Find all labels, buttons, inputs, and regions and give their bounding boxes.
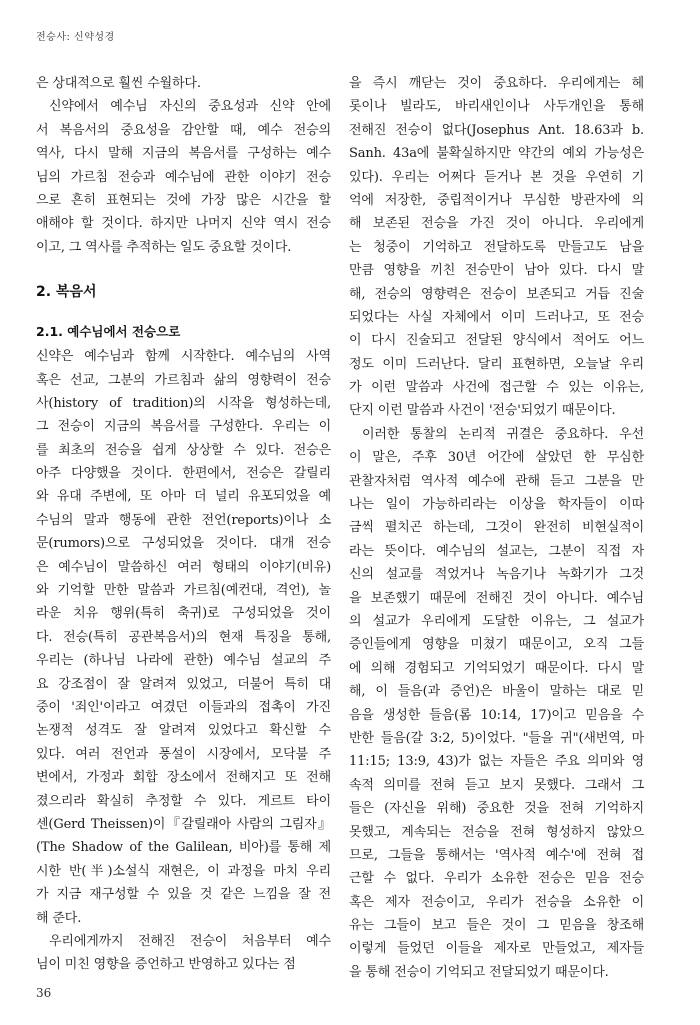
text-line: 시한 반(半)소설식 재현은, 이 과정을 마치 우리 (36, 863, 331, 879)
text-line: 음을 생성한 들음(롬 10:14, 17)이고 믿음을 수 (349, 707, 644, 723)
text-line: 그 전승이 지금의 복음서를 구성한다. 우리는 이 (36, 419, 331, 435)
text-line: 나는 일이 가능하리라는 이상을 학자들이 이따 (349, 497, 644, 513)
text-line: 의 설교가 우리에게 도달한 이유는, 그 설교가 (349, 613, 644, 629)
text-line: 센(Gerd Theissen)이『갈릴래아 사람의 그림자』 (36, 816, 331, 832)
text-line: 이고, 그 역사를 추적하는 일도 중요할 것이다. (36, 239, 292, 255)
text-line: 님이 미친 영향을 증언하고 반영하고 있다는 점 (36, 957, 296, 973)
page-number: 36 (36, 986, 52, 1000)
text-line: 해 보존된 전승을 가진 것이 아니다. 우리에게 (349, 216, 644, 232)
text-line: 와 기억할 만한 말씀과 가르침(예컨대, 격언), 놀 (36, 583, 331, 599)
text-line: 변에서, 가정과 회합 장소에서 전해지고 또 전해 (36, 770, 331, 786)
text-line: 는 청중이 기억하고 전달하도록 만들고도 남을 (349, 239, 644, 255)
text-line: 해, 이 들음(과 증언)은 바울이 말하는 대로 믿 (349, 684, 644, 700)
text-line: 신약에서 예수님 자신의 중요성과 신약 안에 (49, 99, 331, 115)
text-line: 을 보존했기 때문에 전해진 것이 아니다. 예수님 (349, 590, 644, 606)
text-line: 라는 뜻이다. 예수님의 설교는, 그분이 직접 자 (349, 543, 644, 559)
text-line: 을 통해 전승이 기억되고 전달되었기 때문이다. (349, 964, 609, 980)
text-line: 신약은 예수님과 함께 시작한다. 예수님의 사역 (36, 349, 331, 365)
right-paragraphs (349, 72, 644, 984)
text-line: 되었다는 사실 자체에서 이미 드러나고, 또 전승 (349, 309, 644, 325)
text-line: 정도 이미 드러난다. 달리 표현하면, 오늘날 우리 (349, 356, 644, 372)
text-line: 전해진 전승이 없다(Josephus Ant. 18.63과 b. (349, 122, 644, 138)
text-line: 에 의해 경험되고 기억되었기 때문이다. 다시 말 (349, 660, 644, 676)
text-line: 애해야 할 것이다. 하지만 나머지 신약 역시 전승 (36, 216, 331, 232)
text-line: 관찰자처럼 역사적 예수에 관해 듣고 그분을 만 (349, 473, 644, 489)
text-line: 있다). 우리는 어쩌다 듣거나 본 것을 우연히 기 (349, 169, 644, 185)
text-line: 가 지금 재구성할 수 있을 것 같은 느낌을 잘 전 (36, 887, 331, 903)
body-paragraphs (36, 345, 331, 977)
right-column (349, 72, 644, 984)
text-line: 이러한 통찰의 논리적 귀결은 중요하다. 우선 (362, 426, 644, 442)
text-line: 다. 전승(특히 공관복음서)의 현재 특징을 통해, (36, 629, 331, 645)
text-line: 속적 의미를 전혀 듣고 보지 못했다. 그래서 그 (349, 777, 644, 793)
text-line: 증인들에게 영향을 미쳤기 때문이고, 오직 그들 (349, 637, 644, 653)
text-line: 우리에게까지 전해진 전승이 처음부터 예수 (49, 933, 331, 949)
text-line: 유는 그들이 보고 들은 것이 그 믿음을 창조해 (349, 918, 644, 934)
text-line: 이렇게 들었던 이들을 제자로 만들었고, 제자들 (349, 941, 644, 957)
text-line: 혹은 선교, 그분의 가르침과 삶의 영향력이 전승 (36, 372, 331, 388)
text-line: 문(rumors)으로 구성되었을 것이다. 대개 전승 (36, 536, 331, 552)
text-line: 해, 전승의 영향력은 전승이 보존되고 거듭 진술 (349, 286, 644, 302)
text-line: 서 복음서의 중요성을 감안할 때, 예수 전승의 (36, 122, 331, 138)
text-line: 롯이나 빌라도, 바리새인이나 사두개인을 통해 (349, 99, 644, 115)
text-line: 므로, 그들을 통해서는 '역사적 예수'에 전혀 접 (349, 847, 644, 863)
sub-heading: 2.1. 예수님에서 전승으로 (36, 324, 181, 340)
text-line: 못했고, 계속되는 전승을 전혀 형성하지 않았으 (349, 824, 644, 840)
section-heading: 2. 복음서 (36, 284, 97, 301)
text-line: 논쟁적 성격도 잘 알려져 있었다고 확신할 수 (36, 723, 331, 739)
text-line: 님의 가르침 전승과 예수님에 관한 이야기 전승 (36, 169, 331, 185)
text-line: 혹은 제자 전승이고, 우리가 전승을 소유한 이 (349, 894, 644, 910)
text-line: 억에 저장한, 중립적이거나 무심한 방관자에 의 (349, 192, 644, 208)
text-line: 와 유대 주변에, 또 아마 더 널리 유포되었을 예 (36, 489, 331, 505)
text-line: 은 상대적으로 훨씬 수월하다. (36, 76, 201, 91)
text-line: 우리는 (하나님 나라에 관한) 예수님 설교의 주 (36, 653, 331, 669)
text-line: 반한 들음(갈 3:2, 5)이었다. "들을 귀"(새번역, 마 (349, 730, 644, 746)
text-line: 만큼 영향을 끼친 전승만이 남아 있다. 다시 말 (349, 263, 644, 279)
text-line: 있다. 여러 전언과 풍설이 시장에서, 모닥불 주 (36, 746, 331, 762)
text-line: 을 즉시 깨닫는 것이 중요하다. 우리에게는 헤 (349, 76, 644, 91)
text-line: 아주 다양했을 것이다. 한편에서, 전승은 갈릴리 (36, 466, 331, 482)
left-column (36, 72, 331, 977)
text-line: Sanh. 43a에 불확실하지만 약간의 예외 가능성은 (349, 146, 644, 162)
text-line: 11:15; 13:9, 43)가 없는 자들은 주요 의미와 영 (349, 754, 644, 770)
text-line: 들은 (자신을 위해) 중요한 것을 전혀 기억하지 (349, 801, 644, 817)
text-line: 해 준다. (36, 910, 82, 926)
text-line: 역사, 다시 말해 지금의 복음서를 구성하는 예수 (36, 146, 331, 162)
text-line: 중이 '죄인'이라고 여겼던 이들과의 접촉이 가진 (36, 699, 331, 715)
text-line: 근할 수 없다. 우리가 소유한 전승은 믿음 전승 (349, 871, 644, 887)
text-line: 사(history of tradition)의 시작을 형성하는데, (36, 395, 331, 411)
text-line: 으로 흔히 표현되는 것에 가장 많은 시간을 할 (36, 192, 331, 208)
text-line: 수님의 말과 행동에 관한 전언(reports)이나 소 (36, 512, 331, 528)
text-line: 단지 이런 말씀과 사건이 '전승'되었기 때문이다. (349, 403, 616, 419)
text-line: 이 다시 진술되고 전달된 양식에서 적어도 어느 (349, 333, 644, 349)
running-header: 전승사: 신약성경 (36, 32, 115, 43)
text-line: 라운 치유 행위(특히 축귀)로 구성되었을 것이 (36, 606, 331, 622)
text-line: 가 이런 말씀과 사건에 접근할 수 있는 이유는, (349, 380, 644, 396)
text-line: 신의 설교를 적었거나 녹음기나 녹화기가 그것 (349, 567, 644, 583)
text-line: 은 예수님이 말씀하신 여러 형태의 이야기(비유) (36, 559, 331, 575)
text-line: 이 말은, 주후 30년 어간에 살았던 한 무심한 (349, 450, 644, 466)
text-line: 금씩 펼치곤 하는데, 그것이 완전히 비현실적이 (349, 520, 644, 536)
intro-paragraphs (36, 72, 331, 259)
text-line: 요 강조점이 잘 알려져 있었고, 더불어 특히 대 (36, 676, 331, 692)
text-line: (The Shadow of the Galilean, 비아)를 통해 제 (36, 840, 331, 856)
text-line: 를 최초의 전승을 쉽게 상상할 수 있다. 전승은 (36, 442, 331, 458)
text-line: 졌으리라 확실히 추정할 수 있다. 게르트 타이 (36, 793, 331, 809)
